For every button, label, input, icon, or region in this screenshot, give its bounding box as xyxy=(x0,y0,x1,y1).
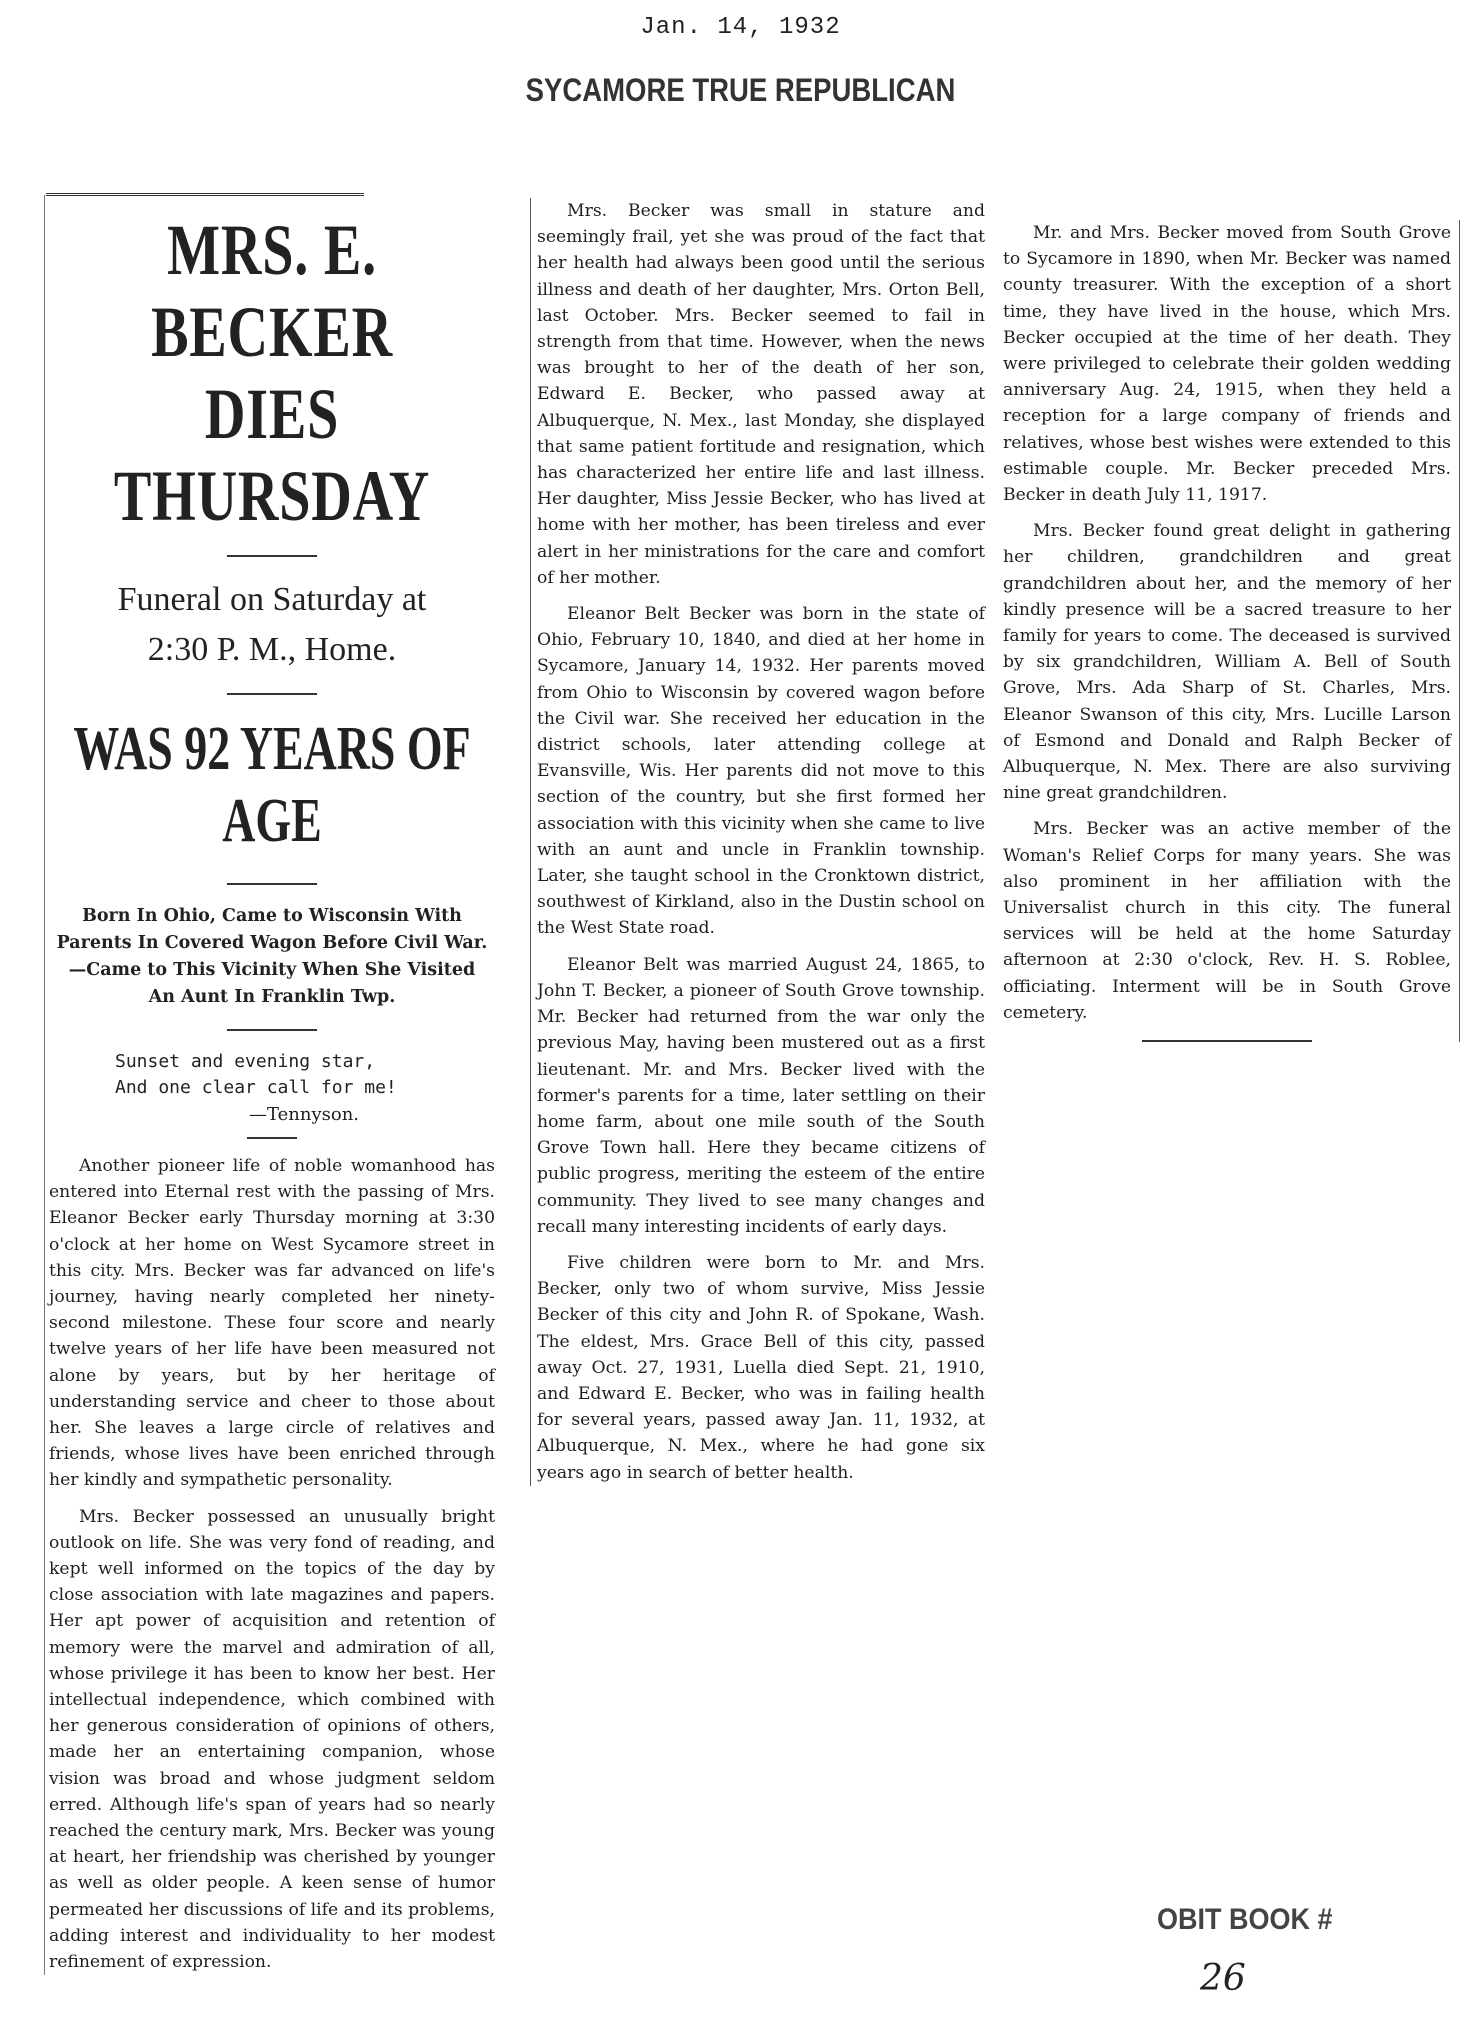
column-3 xyxy=(1003,220,1460,1042)
column-2 xyxy=(530,198,985,1486)
subheadline: Born In Ohio, Came to Wisconsin With Parents In Covered Wagon Before Civil War.—Came to This Vicinity When She Visited An Aunt In Franklin Twp. xyxy=(56,906,488,1007)
divider xyxy=(227,1029,317,1031)
paragraph: Mr. and Mrs. Becker moved from South Grove to Sycamore in 1890, when Mr. Becker was named county treasurer. With the exception of a short time, they have lived in the house, which Mrs. Becker occupied at the time of her death. They were privileged to celebrate their golden wedding anniversary Aug. 24, 1915, when they held a reception for a large company of friends and relatives, whose best wishes were extended to this estimable couple. Mr. Becker preceded Mrs. Becker in death July 11, 1917. xyxy=(1003,223,1451,506)
poem-line-1: Sunset and evening star, xyxy=(115,1051,376,1072)
column-1 xyxy=(44,195,495,1975)
paragraph: Mrs. Becker found great delight in gathering her children, grandchildren and great grandchildren about her, and the memory of her kindly presence will be a sacred treasure to her family for years to come. The deceased is survived by six grandchildren, William A. Bell of South Grove, Mrs. Ada Sharp of St. Charles, Mrs. Eleanor Swanson of this city, Mrs. Lucille Larson of Esmond and Donald and Ralph Becker of Albuquerque, N. Mex. There are also surviving nine great grandchildren. xyxy=(1003,521,1451,804)
deck-line-2: 2:30 P. M., Home. xyxy=(147,631,397,668)
paragraph: Eleanor Belt Becker was born in the state of Ohio, February 10, 1840, and died at her home in Sycamore, January 14, 1932. Her parents moved from Ohio to Wisconsin by covered wagon before the Civil war. She received her education in the district schools, later attending college at Evansville, Wis. Her parents did not move to this section of the country, but she first formed her association with this vicinity when she came to live with an aunt and uncle in Franklin township. Later, she taught school in the Cronktown district, southwest of Kirkland, also in the Dustin school on the West State road. xyxy=(537,604,985,939)
paragraph: Five children were born to Mr. and Mrs. Becker, only two of whom survive, Miss Jessie Becker of this city and John R. of Spokane, Wash. The eldest, Mrs. Grace Bell of this city, passed away Oct. 27, 1931, Luella died Sept. 21, 1910, and Edward E. Becker, who was in failing health for several years, passed away Jan. 11, 1932, at Albuquerque, N. Mex., where he had gone six years ago in search of better health. xyxy=(537,1252,985,1483)
paragraph: Mrs. Becker was small in stature and seemingly frail, yet she was proud of the fact that her health had always been good until the serious illness and death of her daughter, Mrs. Orton Bell, last October. Mrs. Becker seemed to fail in strength from that time. However, when the news was brought to her of the death of her son, Edward E. Becker, who passed away at Albuquerque, N. Mex., last Monday, she displayed that same patient fortitude and resignation, which has characterized her entire life and last illness. Her daughter, Miss Jessie Becker, who has lived at home with her mother, has been tireless and ever alert in her ministrations for the care and comfort of her mother. xyxy=(537,201,985,588)
newspaper-masthead: SYCAMORE TRUE REPUBLICAN xyxy=(525,72,956,108)
paragraph: Another pioneer life of noble womanhood has entered into Eternal rest with the passing of Mrs. Eleanor Becker early Thursday morning at 3:30 o'clock at her home on West Sycamore street in this city. Mrs. Becker was far advanced on life's journey, having nearly completed her ninety-second milestone. These four score and nearly twelve years of her life have been measured not alone by years, but by her heritage of understanding service and cheer to those about her. She leaves a large circle of relatives and friends, whose lives have been enriched through her kindly and sympathetic personality. xyxy=(49,1156,495,1491)
handwritten-number: 26 xyxy=(1200,1958,1246,1999)
headline-line-2: DIES THURSDAY xyxy=(113,374,431,536)
divider xyxy=(227,693,317,695)
paragraph: Eleanor Belt was married August 24, 1865, to John T. Becker, a pioneer of South Grove township. Mr. Becker had returned from the war only the previous May, having been mustered out as a first lieutenant. Mr. and Mrs. Becker lived with the former's parents for a time, later settling on their home farm, about one mile south of the South Grove Town hall. Here they became citizens of public progress, meriting the esteem of the entire community. They lived to see many changes and recall many interesting incidents of early days. xyxy=(537,954,985,1237)
divider xyxy=(247,1137,297,1139)
paragraph: Mrs. Becker possessed an unusually bright outlook on life. She was very fond of reading, and kept well informed on the topics of the day by close association with late magazines and papers. Her apt power of acquisition and retention of memory were the marvel and admiration of all, whose privilege it has been to know her best. Her intellectual independence, which combined with her generous consideration of opinions of others, made her an entertaining companion, whose vision was broad and whose judgment seldom erred. Although life's span of years had so nearly reached the century mark, Mrs. Becker was young at heart, her friendship was cherished by younger as well as older people. A keen sense of humor permeated her discussions of life and its problems, adding interest and individuality to her modest refinement of expression. xyxy=(49,1506,495,1973)
divider xyxy=(227,555,317,557)
clipping-date: Jan. 14, 1932 xyxy=(640,14,841,41)
divider xyxy=(227,883,317,885)
poem-line-2: And one clear call for me! xyxy=(115,1077,397,1098)
end-rule xyxy=(1142,1040,1312,1042)
paragraph: Mrs. Becker was an active member of the Woman's Relief Corps for many years. She was also prominent in her affiliation with the Universalist church in this city. The funeral services will be held at the home Saturday afternoon at 2:30 o'clock, Rev. H. S. Roblee, officiating. Interment will be in South Grove cemetery. xyxy=(1003,819,1451,1023)
poem-attribution: —Tennyson. xyxy=(249,1104,360,1125)
headline-line-1: MRS. E. BECKER xyxy=(151,210,393,372)
age-deck: WAS 92 YEARS OF AGE xyxy=(73,715,471,855)
obit-book-stamp: OBIT BOOK # xyxy=(1157,1903,1333,1936)
deck-line-1: Funeral on Saturday at xyxy=(117,581,427,618)
